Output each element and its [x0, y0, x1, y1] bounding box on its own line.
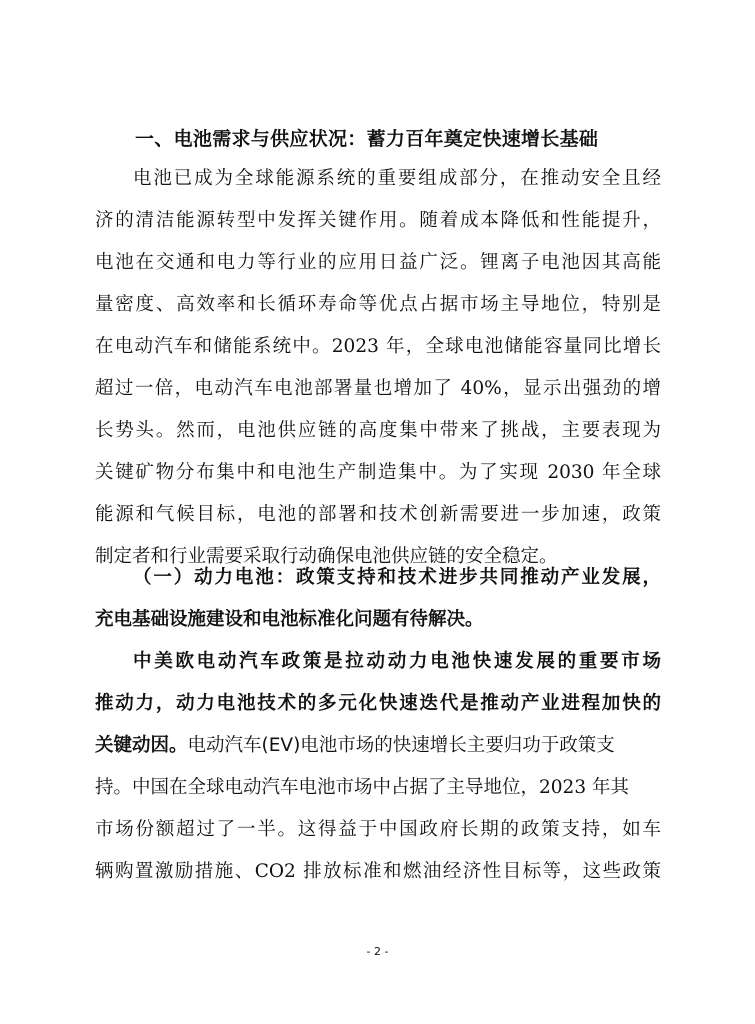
paragraph-line: 电池已成为全球能源系统的重要组成部分，在推动安全且经 — [133, 168, 661, 189]
paragraph-line: 辆购置激励措施、CO2 排放标准和燃油经济性目标等，这些政策 — [95, 861, 661, 882]
bold-text-span: 关键动因。 — [95, 735, 188, 756]
subheading-line: 充电基础设施建设和电池标准化问题有待解决。 — [95, 609, 484, 630]
page-number: - 2 - — [366, 945, 389, 958]
paragraph-line: 推动力，动力电池技术的多元化快速迭代是推动产业进程加快的 — [95, 693, 661, 714]
paragraph-line: 电池在交通和电力等行业的应用日益广泛。锂离子电池因其高能 — [95, 252, 661, 273]
paragraph-line: 能源和气候目标，电池的部署和技术创新需要进一步加速，政策 — [95, 504, 661, 525]
paragraph-line: 超过一倍，电动汽车电池部署量也增加了 40%，显示出强劲的增 — [95, 378, 661, 399]
paragraph-line: 长势头。然而，电池供应链的高度集中带来了挑战，主要表现为 — [95, 420, 661, 441]
paragraph-line: 在电动汽车和储能系统中。2023 年，全球电池储能容量同比增长 — [95, 336, 661, 357]
paragraph-line-mixed — [95, 731, 661, 773]
sans-text-span: 电动汽车(EV)电池市场的快速增长主要归功于政策支 — [187, 735, 615, 756]
text-span: 。中国在全球电动汽车电池市场中占据了主导地位，2023 年其 — [113, 777, 629, 798]
sans-text-span: 持 — [95, 777, 114, 798]
paragraph-line: 制定者和行业需要采取行动确保电池供应链的安全稳定。 — [95, 546, 558, 567]
section-heading: 一、电池需求与供应状况：蓄力百年奠定快速增长基础 — [135, 128, 599, 150]
paragraph-line: 量密度、高效率和长循环寿命等优点占据市场主导地位，特别是 — [95, 294, 661, 315]
paragraph-line-mixed — [95, 773, 661, 815]
subheading-line: （一）动力电池：政策支持和技术进步共同推动产业发展， — [133, 567, 661, 588]
paragraph-line: 关键矿物分布集中和电池生产制造集中。为了实现 2030 年全球 — [95, 462, 661, 483]
paragraph-line: 市场份额超过了一半。这得益于中国政府长期的政策支持，如车 — [95, 819, 661, 840]
paragraph-line: 济的清洁能源转型中发挥关键作用。随着成本降低和性能提升， — [95, 210, 661, 231]
paragraph-line: 中美欧电动汽车政策是拉动动力电池快速发展的重要市场 — [133, 651, 661, 672]
